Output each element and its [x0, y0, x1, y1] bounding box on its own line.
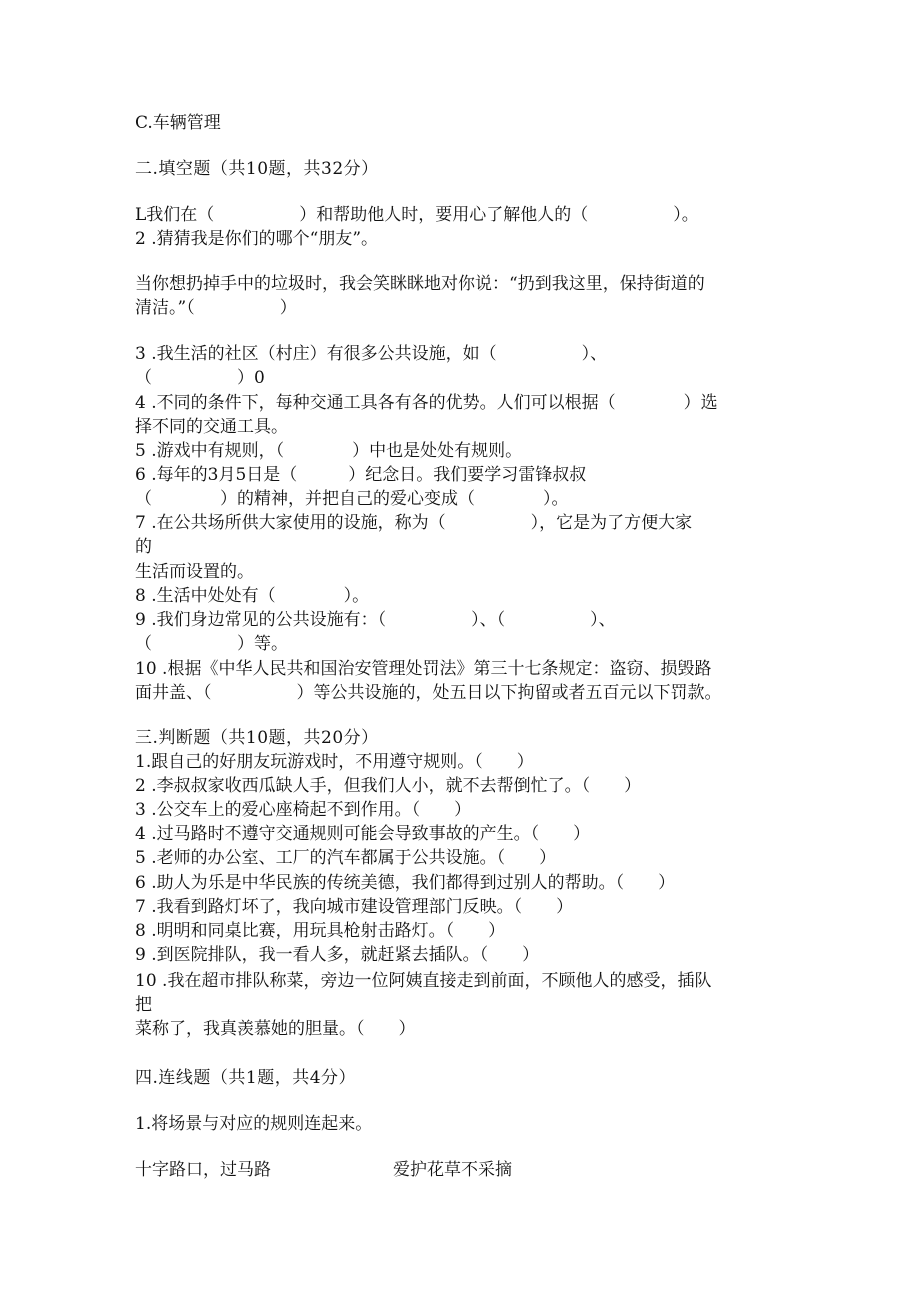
fill-q1: L我们在（ ）和帮助他人时，要用心了解他人的（ ）。 — [135, 205, 699, 225]
fill-q8: 8 .生活中处处有（ ）。 — [135, 586, 370, 606]
fill-q9-a: 9 .我们身边常见的公共设施有：（ ）、（ ）、 — [135, 610, 616, 630]
fill-q7-b: 的 — [135, 537, 152, 557]
fill-q6-a: 6 .每年的3月5日是（ ）纪念日。我们要学习雷锋叔叔 — [135, 465, 587, 485]
match-left-item: 十字路口，过马路 — [135, 1160, 271, 1180]
judge-q10-b: 把 — [135, 995, 152, 1015]
fill-q7-c: 生活而设置的。 — [135, 562, 254, 582]
fill-q9-b: （ ）等。 — [135, 634, 288, 654]
match-right-item: 爱护花草不采摘 — [393, 1160, 512, 1180]
fill-q2-text-a: 当你想扔掉手中的垃圾时，我会笑眯眯地对你说：“扔到我这里，保持街道的 — [135, 274, 705, 294]
judge-q7: 7 .我看到路灯坏了，我向城市建设管理部门反映。（ ） — [135, 897, 574, 917]
fill-q2-text-b: 清洁。”（ ） — [135, 298, 297, 318]
judge-q9: 9 .到医院排队，我一看人多，就赶紧去插队。（ ） — [135, 945, 540, 965]
fill-q6-b: （ ）的精神，并把自己的爱心变成（ ）。 — [135, 489, 569, 509]
fill-q10-a: 10 .根据《中华人民共和国治安管理处罚法》第三十七条规定：盗窃、损毁路 — [135, 659, 712, 679]
judge-q3: 3 .公交车上的爱心座椅起不到作用。（ ） — [135, 800, 472, 820]
fill-q3-b: （ ）0 — [135, 368, 265, 388]
judge-q8: 8 .明明和同桌比赛，用玩具枪射击路灯。（ ） — [135, 921, 506, 941]
section2-heading: 二.填空题（共10题，共32分） — [135, 159, 379, 179]
fill-q10-b: 面井盖、（ ）等公共设施的，处五日以下拘留或者五百元以下罚款。 — [135, 683, 722, 703]
judge-q6: 6 .助人为乐是中华民族的传统美德，我们都得到过别人的帮助。（ ） — [135, 873, 676, 893]
judge-q2: 2 .李叔叔家收西瓜缺人手，但我们人小，就不去帮倒忙了。（ ） — [135, 776, 642, 796]
choice-option-c: C.车辆管理 — [135, 113, 221, 133]
fill-q4-b: 择不同的交通工具。 — [135, 417, 288, 437]
judge-q10-c: 菜称了，我真羡慕她的胆量。（ ） — [135, 1019, 416, 1039]
judge-q1: 1.跟自己的好朋友玩游戏时，不用遵守规则。（ ） — [135, 752, 534, 772]
judge-q10-a: 10 .我在超市排队称菜，旁边一位阿姨直接走到前面，不顾他人的感受，插队 — [135, 971, 712, 991]
fill-q7-a: 7 .在公共场所供大家使用的设施，称为（ ），它是为了方便大家 — [135, 513, 693, 533]
judge-q5: 5 .老师的办公室、工厂的汽车都属于公共设施。（ ） — [135, 848, 557, 868]
match-q1: 1.将场景与对应的规则连起来。 — [135, 1114, 373, 1134]
fill-q3-a: 3 .我生活的社区（村庄）有很多公共设施，如（ ）、 — [135, 344, 608, 364]
fill-q4-a: 4 .不同的条件下，每种交通工具各有各的优势。人们可以根据（ ）选 — [135, 393, 718, 413]
section3-heading: 三.判断题（共10题，共20分） — [135, 728, 379, 748]
judge-q4: 4 .过马路时不遵守交通规则可能会导致事故的产生。（ ） — [135, 824, 591, 844]
fill-q5: 5 .游戏中有规则，（ ）中也是处处有规则。 — [135, 441, 523, 461]
fill-q2: 2 .猜猜我是你们的哪个“朋友”。 — [135, 229, 379, 249]
section4-heading: 四.连线题（共1题，共4分） — [135, 1068, 357, 1088]
